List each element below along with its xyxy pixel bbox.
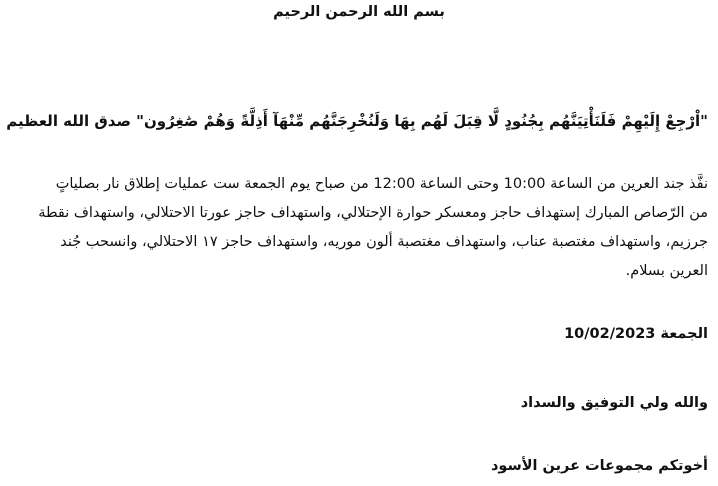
body-line: العرين بسلام. — [625, 263, 708, 279]
body-line: من الرّصاص المبارك إستهداف حاجز ومعسكر حوارة الإحتلالي، واستهداف حاجز عورتا الاحتلالي، واستهداف نقطة — [38, 205, 708, 221]
body-line: جرزيم، واستهداف مغتصبة عناب، واستهداف مغتصبة ألون موريه، واستهداف حاجز ١٧ الاحتلالي، وانسحب جُند — [60, 234, 708, 250]
basmala-heading: بسم الله الرحمن الرحيم — [273, 4, 445, 20]
quran-verse: "اْرْجِعْ إِلَيْهِمْ فَلَنَأْتِيَنَّهُم بِجُنُودٍ لَّا قِبَلَ لَهُم بِهَا وَلَنُخْرِجَنَّهُم مِّنْهَآ أَذِلَّةً وَهُمْ صَٰغِرُون" صدق الله العظيم — [6, 112, 708, 130]
statement-body — [4, 170, 708, 286]
body-line: نفَّذ جند العرين من الساعة 10:00 وحتى الساعة 12:00 من صباح يوم الجمعة ست عمليات إطلاق نار بصلياتٍ — [55, 176, 708, 192]
statement-date: الجمعة 10/02/2023 — [564, 326, 708, 342]
signature-line: أخوتكم مجموعات عرين الأسود — [490, 458, 708, 474]
closing-line: والله ولي التوفيق والسداد — [520, 395, 708, 411]
